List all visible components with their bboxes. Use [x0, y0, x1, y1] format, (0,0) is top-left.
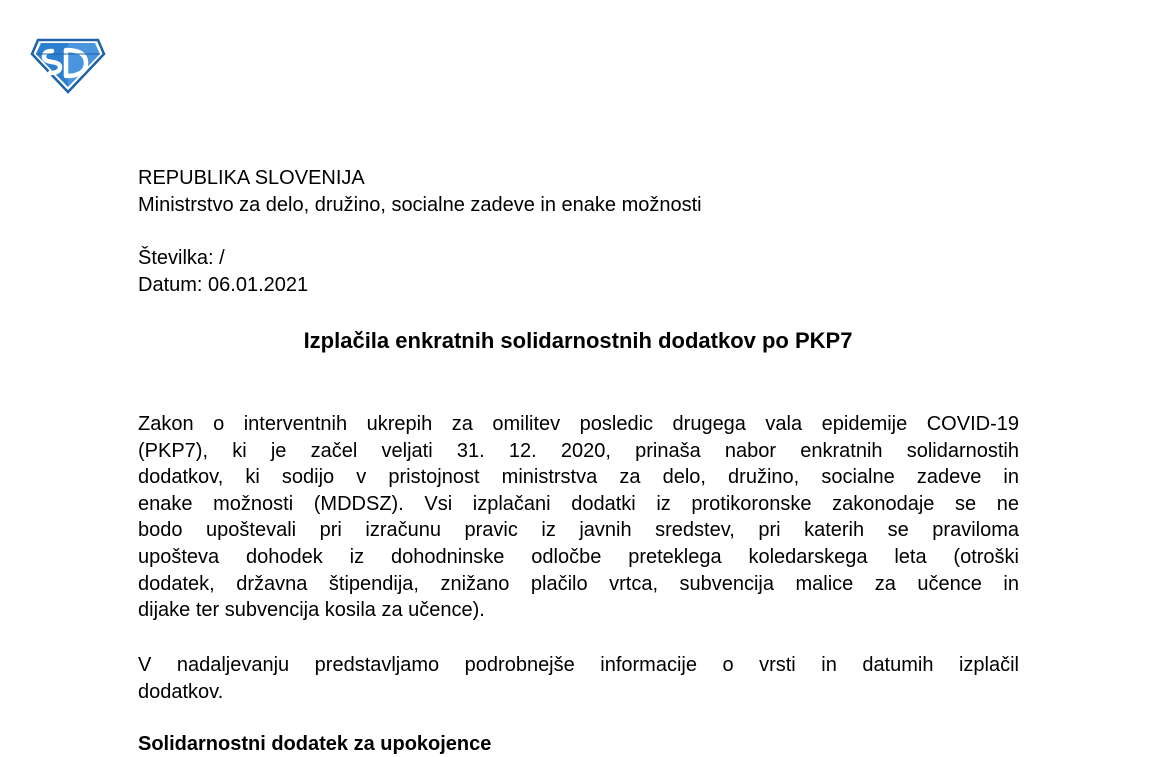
paragraph-line: dodatek, državna štipendija, znižano plačilo vrtca, subvencija malice za učence in	[138, 572, 1019, 595]
ministry-name: Ministrstvo za delo, družino, socialne zadeve in enake možnosti	[138, 194, 702, 216]
document-number: Številka: /	[138, 247, 225, 269]
paragraph-line: dodatkov, ki sodijo v pristojnost ministrstva za delo, družino, socialne zadeve in	[138, 466, 1019, 489]
paragraph-line: Zakon o interventnih ukrepih za omilitev posledic drugega vala epidemije COVID-19	[138, 413, 1019, 435]
paragraph-line: dijake ter subvencija kosila za učence).	[138, 599, 485, 622]
paragraph-line: bodo upoštevali pri izračunu pravic iz javnih sredstev, pri katerih se praviloma	[138, 519, 1019, 542]
government-logo-icon	[30, 36, 106, 94]
document-title: Izplačila enkratnih solidarnostnih dodatkov po PKP7	[303, 328, 853, 353]
section-heading: Solidarnostni dodatek za upokojence	[138, 733, 492, 755]
paragraph-line: (PKP7), ki je začel veljati 31. 12. 2020, prinaša nabor enkratnih solidarnostih	[138, 439, 1019, 462]
document-date: Datum: 06.01.2021	[138, 274, 309, 296]
paragraph-line: dodatkov.	[138, 680, 224, 703]
paragraph-line: enake možnosti (MDDSZ). Vsi izplačani dodatki iz protikoronske zakonodaje se ne	[138, 492, 1019, 515]
paragraph-intro	[138, 411, 1019, 624]
paragraph-line: upošteva dohodek iz dohodninske odločbe preteklega koledarskega leta (otroški	[138, 545, 1019, 568]
paragraph-continuation	[138, 652, 1019, 705]
country-name: REPUBLIKA SLOVENIJA	[138, 167, 365, 189]
paragraph-line: V nadaljevanju predstavljamo podrobnejše informacije o vrsti in datumih izplačil	[138, 654, 1019, 676]
